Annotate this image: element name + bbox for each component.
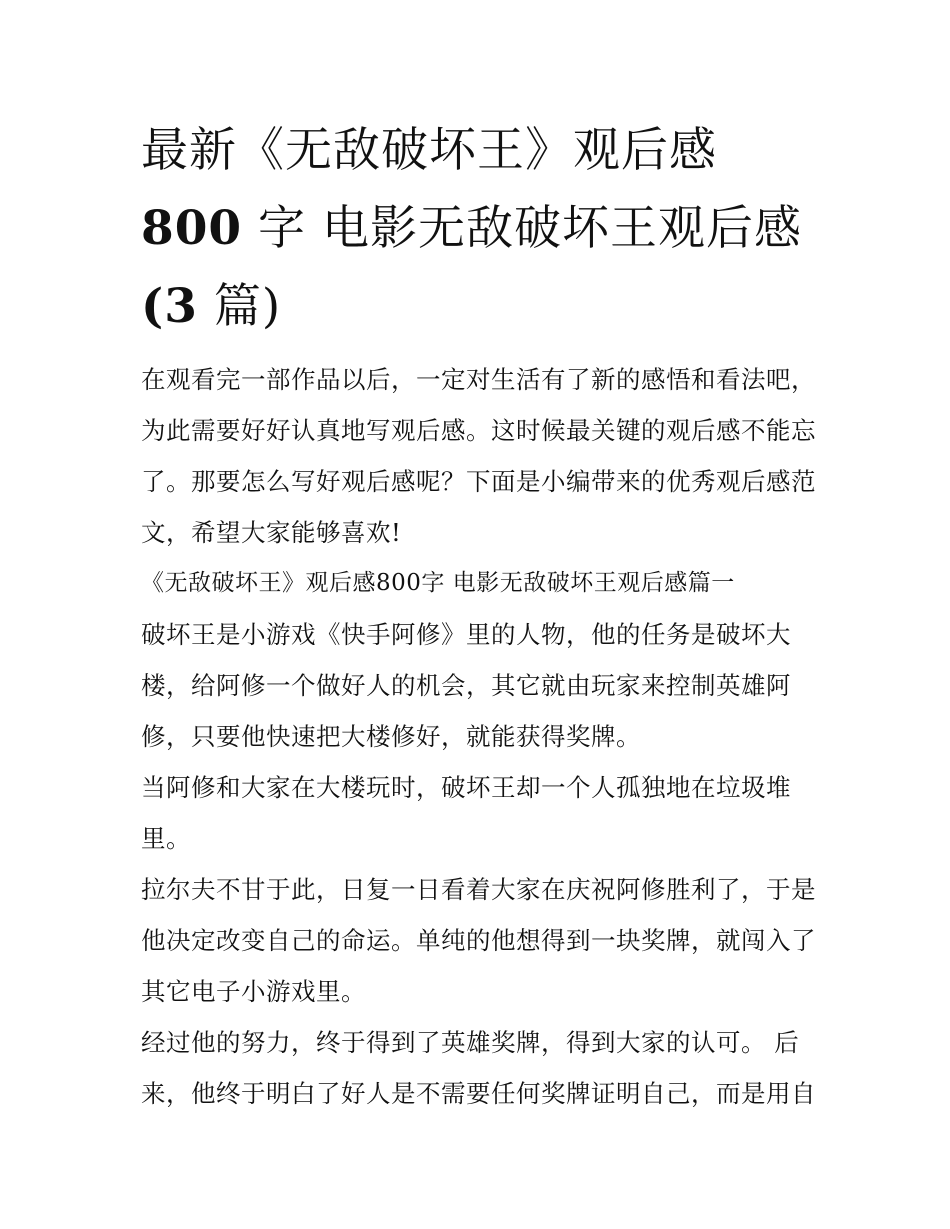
body-paragraph: 经过他的努力，终于得到了英雄奖牌，得到大家的认可。 后来，他终于明白了好人是不需要任何奖牌证明自己，而是用自 bbox=[141, 1028, 816, 1108]
body-paragraph: 当阿修和大家在大楼玩时，破坏王却一个人孤独地在垃圾堆里。 bbox=[141, 773, 791, 853]
title-count: (3 bbox=[141, 279, 198, 334]
title-line-1 bbox=[141, 112, 817, 190]
title-line-3-text: 篇) bbox=[197, 279, 282, 334]
section-heading: 《无敌破坏王》观后感800字 电影无敌破坏王观后感篇一 bbox=[141, 570, 735, 596]
document-title bbox=[141, 112, 817, 346]
title-line-2-text: 字 电影无敌破坏王观后感 bbox=[242, 201, 802, 256]
title-line-1-text: 最新《无敌破坏王》观后感 bbox=[141, 123, 717, 178]
body-paragraph: 拉尔夫不甘于此，日复一日看着大家在庆祝阿修胜利了，于是他决定改变自己的命运。单纯的他想得到一块奖牌，就闯入了其它电子小游戏里。 bbox=[141, 875, 816, 1006]
intro-paragraph: 在观看完一部作品以后，一定对生活有了新的感悟和看法吧，为此需要好好认真地写观后感。这时候最关键的观后感不能忘了。那要怎么写好观后感呢？下面是小编带来的优秀观后感范文，希望大家能够喜欢! bbox=[141, 365, 816, 547]
title-number: 800 bbox=[141, 201, 243, 256]
document-page bbox=[141, 112, 817, 1119]
body-paragraph: 破坏王是小游戏《快手阿修》里的人物，他的任务是破坏大楼，给阿修一个做好人的机会，其它就由玩家来控制英雄阿修，只要他快速把大楼修好，就能获得奖牌。 bbox=[141, 620, 791, 751]
title-line-3 bbox=[141, 268, 817, 346]
title-line-2 bbox=[141, 190, 817, 268]
